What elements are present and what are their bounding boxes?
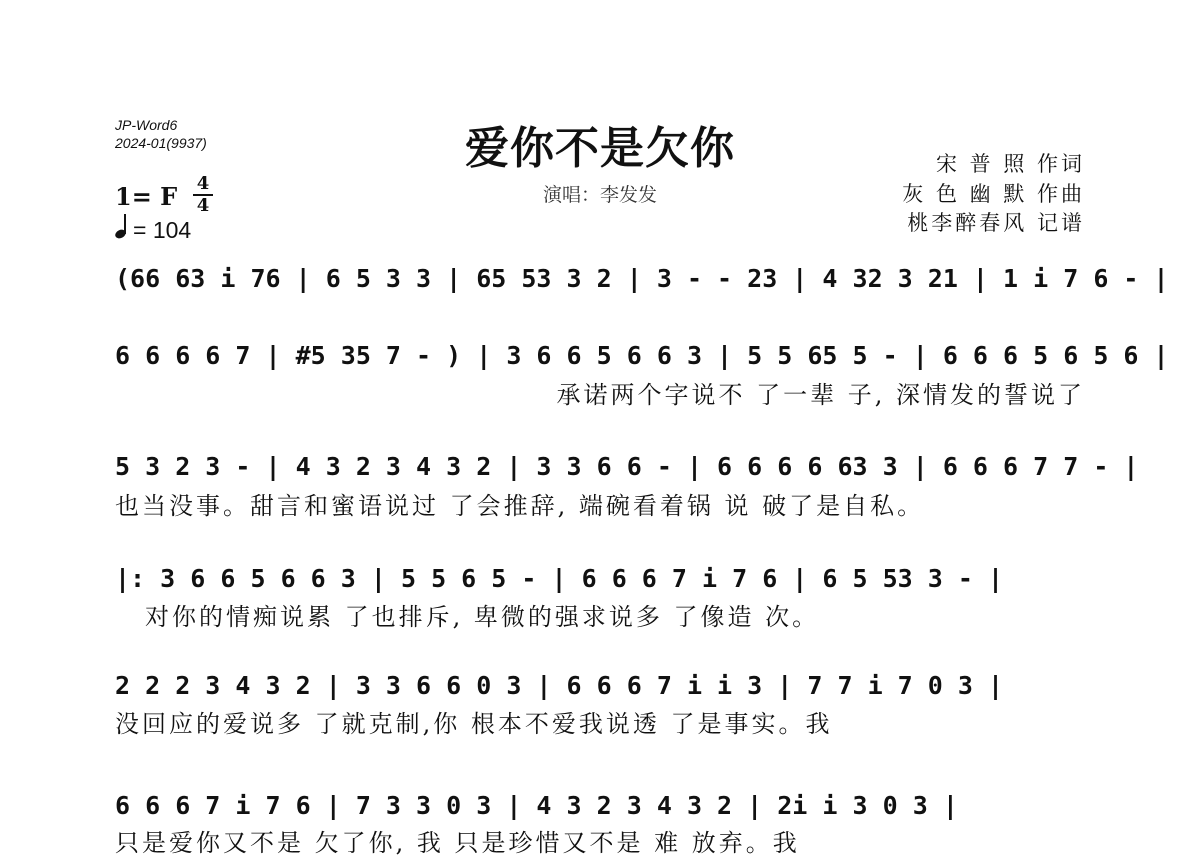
time-signature-bottom: 4 bbox=[196, 195, 210, 216]
tempo-marking bbox=[115, 216, 191, 244]
software-version: 2024-01(9937) bbox=[115, 135, 207, 151]
singer-credit: 演唱：李发发 bbox=[542, 184, 657, 206]
lyricist-credit: 宋 普 照 作词 bbox=[935, 152, 1085, 176]
lyric-line-5: 没回应的爱说多 了就克制,你 根本不爱我说透 了是事实。我 bbox=[115, 710, 833, 738]
score-line-1: (66 63 i 76 | 6 5 3 3 | 65 53 3 2 | 3 - - 23 | 4 32 3 21 | 1 i 7 6 - | bbox=[115, 264, 1169, 293]
lyric-line-6: 只是爱你又不是 欠了你, 我 只是珍惜又不是 难 放弃。我 bbox=[115, 829, 800, 857]
time-signature-top: 4 bbox=[196, 173, 210, 194]
time-signature bbox=[193, 175, 213, 215]
score-line-2: 6 6 6 6 7 | #5 35 7 - ) | 3 6 6 5 6 6 3 | 5 5 65 5 - | 6 6 6 5 6 5 6 | bbox=[115, 341, 1169, 370]
software-name: JP-Word6 bbox=[115, 117, 178, 133]
quarter-note-icon bbox=[115, 216, 129, 240]
composer-credit: 灰 色 幽 默 作曲 bbox=[902, 182, 1085, 206]
tempo-value: = 104 bbox=[133, 217, 192, 243]
score-line-4: |: 3 6 6 5 6 6 3 | 5 5 6 5 - | 6 6 6 7 i 7 6 | 6 5 53 3 - | bbox=[115, 564, 1004, 593]
score-line-3: 5 3 2 3 - | 4 3 2 3 4 3 2 | 3 3 6 6 - | 6 6 6 6 63 3 | 6 6 6 7 7 - | bbox=[115, 452, 1139, 481]
score-line-5: 2 2 2 3 4 3 2 | 3 3 6 6 0 3 | 6 6 6 7 i i 3 | 7 7 i 7 0 3 | bbox=[115, 671, 1004, 700]
score-line-6: 6 6 6 7 i 7 6 | 7 3 3 0 3 | 4 3 2 3 4 3 2 | 2i i 3 0 3 | bbox=[115, 791, 958, 820]
lyric-line-3: 也当没事。甜言和蜜语说过 了会推辞, 端碗看着锅 说 破了是自私。 bbox=[115, 492, 925, 520]
lyric-line-2: 承诺两个字说不 了一辈 子, 深情发的誓说了 bbox=[556, 381, 1085, 409]
key-signature: 1= F bbox=[115, 182, 178, 211]
song-title: 爱你不是欠你 bbox=[465, 123, 735, 174]
transcriber-credit: 桃李醉春风 记谱 bbox=[907, 211, 1085, 235]
lyric-line-4: 对你的情痴说累 了也排斥, 卑微的强求说多 了像造 次。 bbox=[145, 603, 820, 631]
